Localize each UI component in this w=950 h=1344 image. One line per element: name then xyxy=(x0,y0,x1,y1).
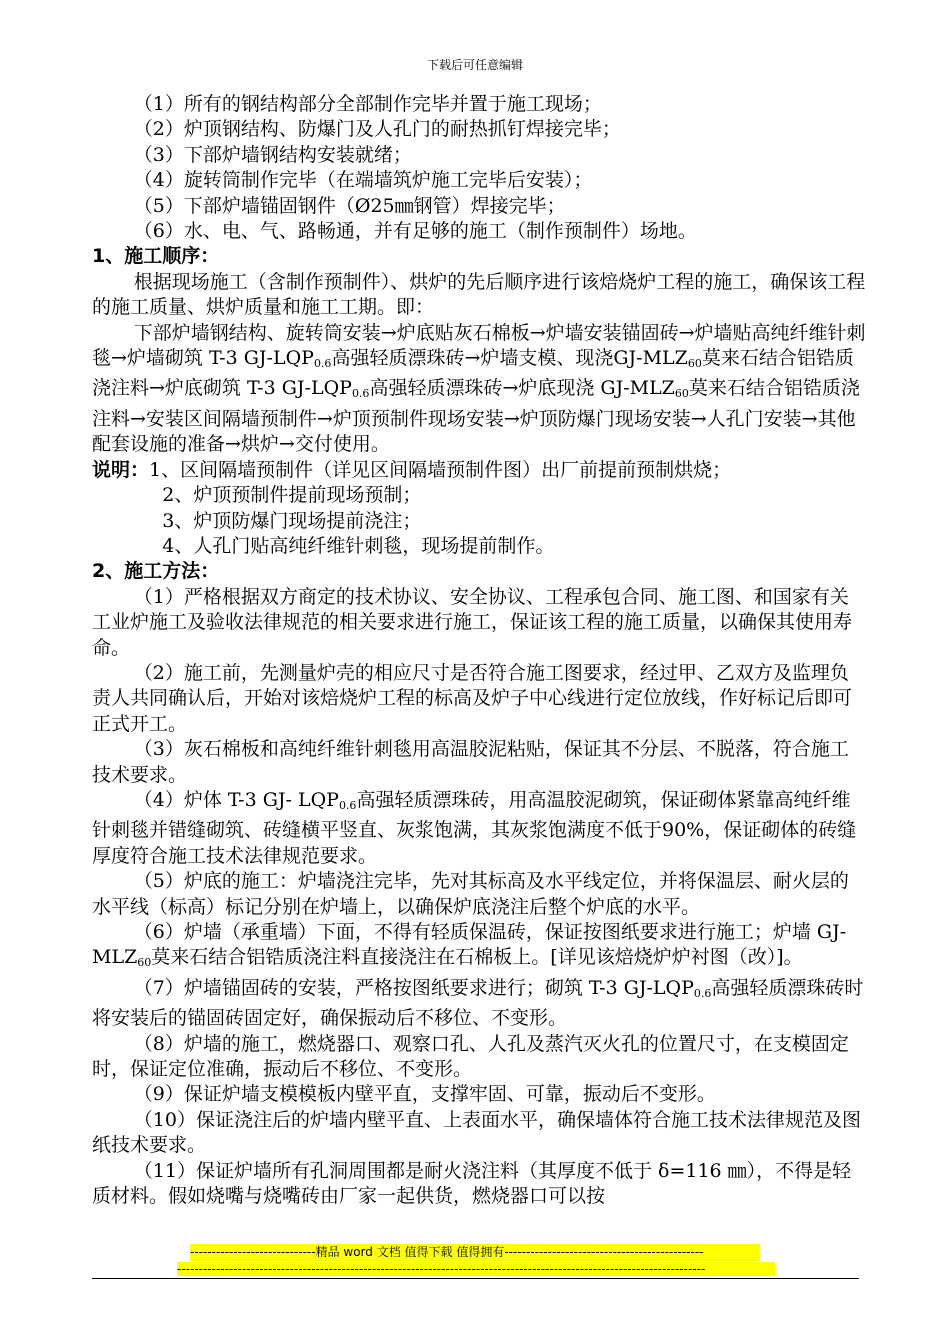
method-paragraph: （3）灰石棉板和高纯纤维针刺毯用高温胶泥粘贴，保证其不分层、不脱落，符合施工技术要求。 xyxy=(92,738,849,786)
method-paragraph: （10）保证浇注后的炉墙内壁平直、上表面水平，确保墙体符合施工技术法律规范及图纸技术要求。 xyxy=(92,1108,861,1157)
sequence-steps: 下部炉墙钢结构、旋转筒安装→炉底贴灰石棉板→炉墙安装锚固砖→炉墙贴高纯纤维针刺毯→炉墙砌筑 T-3 $GJ-LQP_{0.6}$高强轻质漂珠砖→炉墙支模、现浇$GJ-MLZ_{60}$莫来石结合铝锆质浇注料→炉底砌筑 T-3 $GJ-LQP_{0.6}$高强轻质漂珠砖→炉底现浇 $GJ-MLZ_{60}$莫来石结合铝锆质浇注料→安装区间隔墙预制件→炉顶预制件现场安装→炉顶防爆门现场安装→人孔门安装→其他配套设施的准备→烘炉→交付使用。 xyxy=(92,321,866,456)
prerequisite-item: （6）水、电、气、路畅通，并有足够的施工（制作预制件）场地。 xyxy=(133,220,697,243)
method-paragraph: （8）炉墙的施工，燃烧器口、观察口孔、人孔及蒸汽灭火孔的位置尺寸，在支模固定时，保证定位准确，振动后不移位、不变形。 xyxy=(92,1032,849,1081)
prerequisite-item: （3）下部炉墙钢结构安装就绪； xyxy=(133,143,412,166)
footer-divider xyxy=(92,1278,859,1279)
prerequisite-item: （5）下部炉墙锚固钢件（Ø25㎜钢管）焊接完毕； xyxy=(133,194,566,217)
notes-label: 说明： xyxy=(92,458,150,481)
sequence-intro: 根据现场施工（含制作预制件）、烘炉的先后顺序进行该焙烧炉工程的施工，确保该工程的施工质量、烘炉质量和施工工期。即： xyxy=(92,270,866,319)
prerequisite-item: （2）炉顶钢结构、防爆门及人孔门的耐热抓钉焊接完毕； xyxy=(133,118,621,141)
page-header: 下载后可任意编辑 xyxy=(426,58,523,72)
method-paragraph: （7）炉墙锚固砖的安装，严格按图纸要求进行；砌筑 T-3 $GJ-LQP_{0.6}$高强轻质漂珠砖时将安装后的锚固砖固定好，确保振动后不移位、不变形。 xyxy=(92,976,864,1030)
section-heading-construction-sequence: 1、施工顺序： xyxy=(92,245,220,268)
prerequisite-item: （1）所有的钢结构部分全部制作完毕并置于施工现场； xyxy=(133,93,602,115)
note-item: 3、炉顶防爆门现场提前浇注； xyxy=(162,509,422,532)
section-heading-construction-method: 2、施工方法： xyxy=(92,560,220,583)
note-item: 4、人孔门贴高纯纤维针刺毯，现场提前制作。 xyxy=(162,534,555,557)
method-paragraph: （11）保证炉墙所有孔洞周围都是耐火浇注料（其厚度不低于 δ=116 ㎜），不得是轻质材料。假如烧嘴与烧嘴砖由厂家一起供货，燃烧器口可以按 xyxy=(92,1159,852,1208)
prerequisite-item: （4）旋转筒制作完毕（在端墙筑炉施工完毕后安装）； xyxy=(133,169,593,192)
method-paragraph: （5）炉底的施工：炉墙浇注完毕，先对其标高及水平线定位，并将保温层、耐火层的水平线（标高）标记分别在炉墙上，以确保炉底浇注后整个炉底的水平。 xyxy=(92,870,849,918)
method-paragraph: （2）施工前，先测量炉壳的相应尺寸是否符合施工图要求，经过甲、乙双方及监理负责人共同确认后，开始对该焙烧炉工程的标高及炉子中心线进行定位放线，作好标记后即可正式开工。 xyxy=(92,661,853,735)
footer-banner: -----------------------------精品 word 文档 值得下载 值得拥有---------------------------------------------- xyxy=(190,1244,760,1261)
prerequisite-list xyxy=(92,92,867,244)
method-paragraph: （4）炉体 T-3 GJ- $LQP_{0.6}$高强轻质漂珠砖，用高温胶泥砌筑，保证砌体紧靠高纯纤维针刺毯并错缝砌筑、砖缝横平竖直、灰浆饱满，其灰浆饱满度不低于90%，保证砌体的砖缝厚度符合施工技术法律规范要求。 xyxy=(92,788,857,867)
notes-first: 说明：1、区间隔墙预制件（详见区间隔墙预制件图）出厂前提前预制烘烧； xyxy=(92,458,732,481)
note-item: 2、炉顶预制件提前现场预制； xyxy=(162,484,422,507)
method-paragraph: （9）保证炉墙支模模板内壁平直，支撑牢固、可靠，振动后不变形。 xyxy=(133,1083,716,1106)
footer-dashes: -------------------------------------------------------------------------------------------------------------------------- xyxy=(177,1262,775,1276)
document-body xyxy=(92,92,867,1209)
method-paragraph: （6）炉墙（承重墙）下面，不得有轻质保温砖，保证按图纸要求进行施工；炉墙 $GJ-MLZ_{60}$莫来石结合铝锆质浇注料直接浇注在石棉板上。[详见该焙烧炉炉衬图（改）]。 xyxy=(92,921,847,970)
method-paragraph: （1）严格根据双方商定的技术协议、安全协议、工程承包合同、施工图、和国家有关工业炉施工及验收法律规范的相关要求进行施工，保证该工程的施工质量，以确保其使用寿命。 xyxy=(92,585,853,659)
